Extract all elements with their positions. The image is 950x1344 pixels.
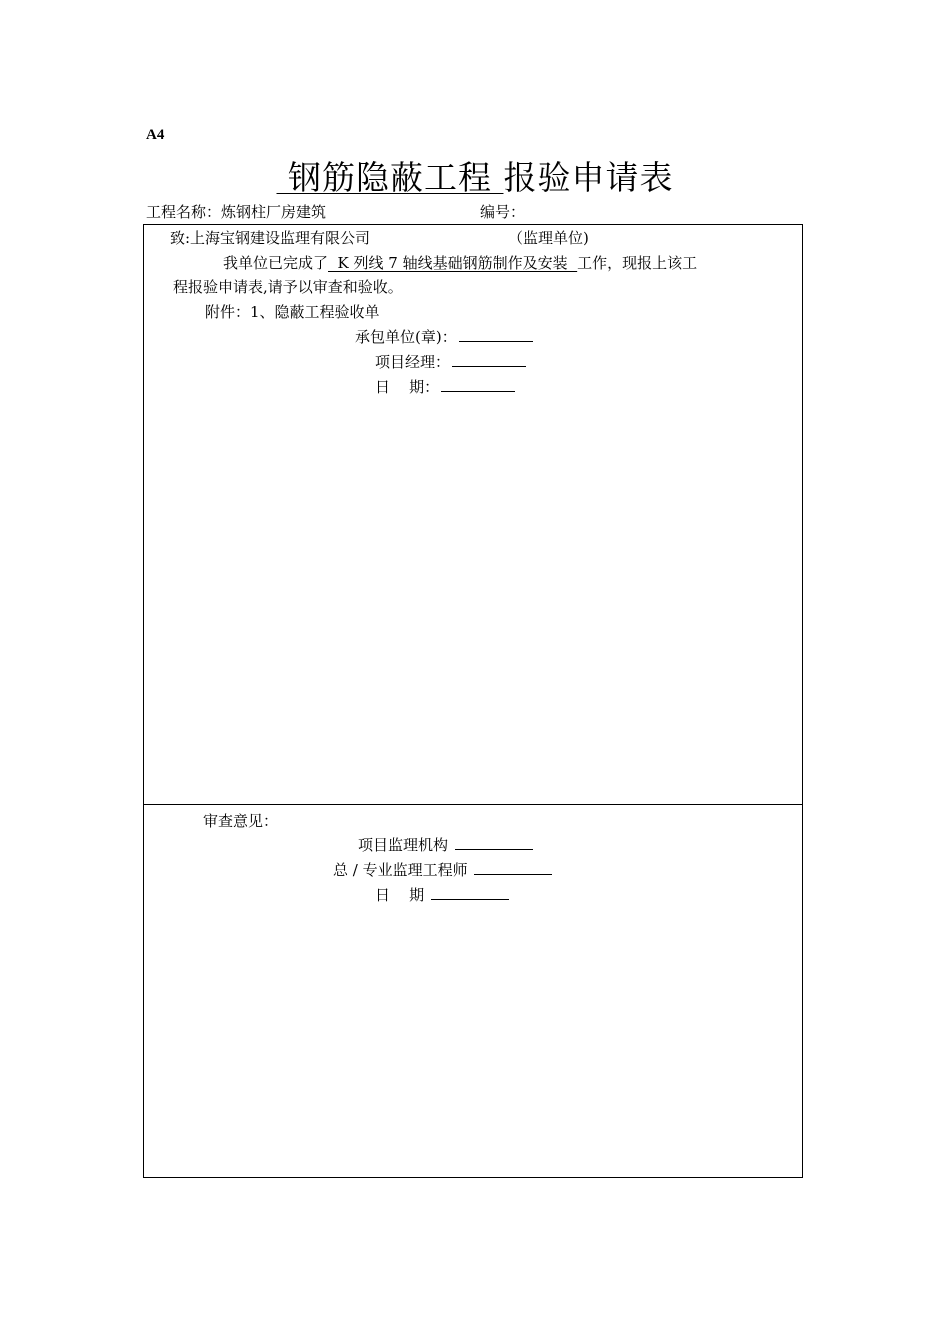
review-date-row <box>375 884 509 905</box>
completed-work: K 列线 7 轴线基础钢筋制作及安装 <box>328 254 578 272</box>
request-date-row <box>375 376 515 397</box>
review-date-blank <box>431 887 509 900</box>
contractor-label: 承包单位(章)： <box>355 328 457 346</box>
project-label: 工程名称： <box>146 203 222 221</box>
agency-row <box>358 834 533 855</box>
attachment-line: 附件：1、隐蔽工程验收单 <box>205 303 380 321</box>
completion-suffix: 工作，现报上该工 <box>577 254 698 272</box>
completion-line <box>223 252 697 273</box>
engineer-label: 总 / 专业监理工程师 <box>333 861 468 879</box>
addressee-line: 致:上海宝钢建设监理有限公司 <box>170 229 371 247</box>
manager-label: 项目经理： <box>375 353 451 371</box>
completion-continuation: 程报验申请表,请予以审查和验收。 <box>173 278 403 296</box>
manager-blank <box>452 354 526 367</box>
agency-label: 项目监理机构 <box>358 836 449 854</box>
page-title <box>0 152 950 199</box>
title-rest: 报验申请表 <box>503 158 674 197</box>
form-code: A4 <box>146 127 165 143</box>
number-label: 编号： <box>480 203 526 221</box>
review-date-label: 日 期 <box>375 886 425 904</box>
request-date-blank <box>441 379 515 392</box>
request-date-label: 日 期： <box>375 378 440 396</box>
engineer-row <box>333 859 552 880</box>
project-name-row <box>146 201 326 222</box>
addressee-suffix: （监理单位) <box>508 229 589 247</box>
completion-prefix: 我单位已完成了 <box>223 254 329 272</box>
project-name: 炼钢柱厂房建筑 <box>221 203 327 221</box>
contractor-row <box>355 326 533 347</box>
review-opinion-label: 审查意见： <box>203 812 279 830</box>
title-underlined: 钢筋隐蔽工程 <box>276 158 504 197</box>
contractor-blank <box>459 329 533 342</box>
agency-blank <box>455 837 533 850</box>
manager-row <box>375 351 526 372</box>
engineer-blank <box>474 862 552 875</box>
